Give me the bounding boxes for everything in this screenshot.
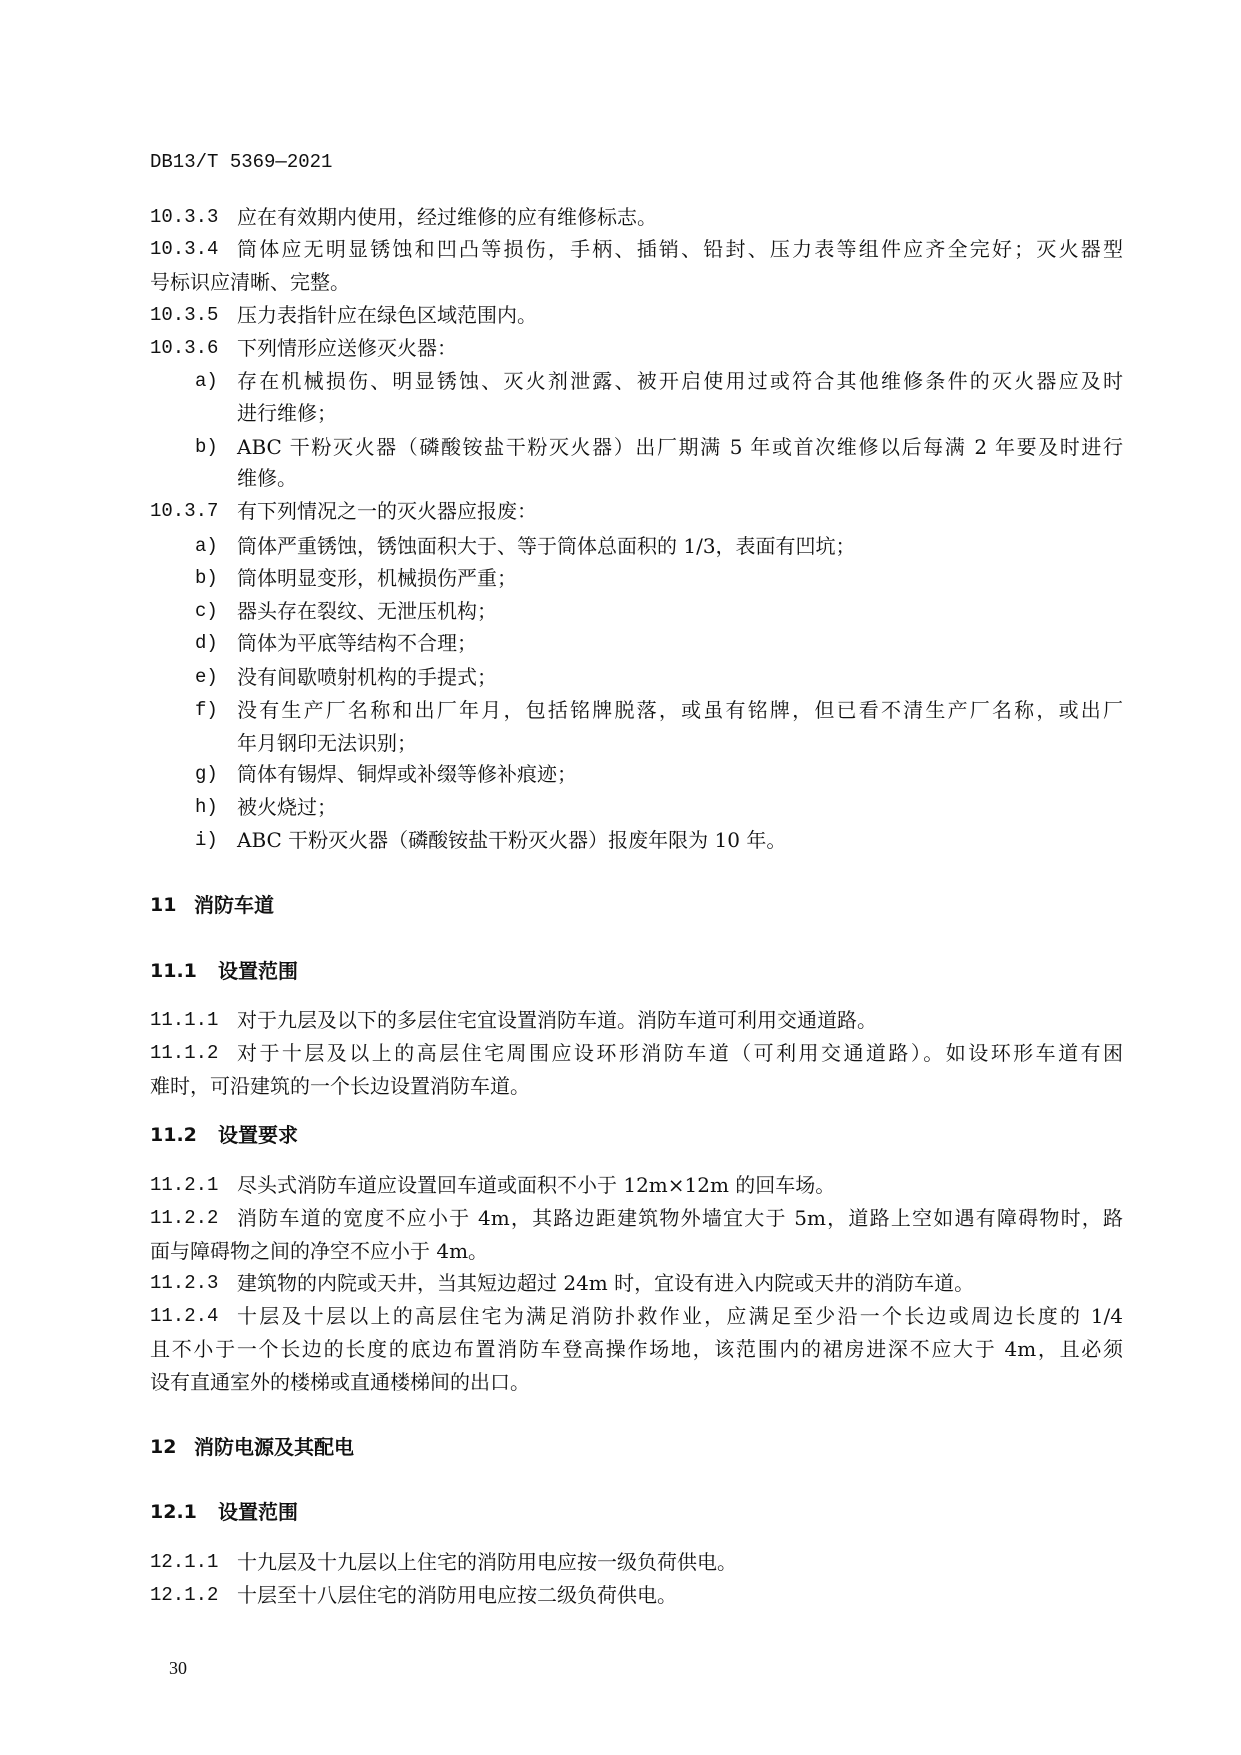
- clause-text: 没有间歇喷射机构的手提式；: [237, 665, 497, 689]
- clause-number: h): [195, 796, 218, 818]
- clause-text: 被火烧过；: [237, 795, 337, 819]
- clause-text: 消防车道: [194, 893, 274, 917]
- clause-text: 存在机械损伤、明显锈蚀、灭火剂泄露、被开启使用过或符合其他维修条件的灭火器应及时: [237, 369, 1123, 393]
- clause-text: 设有直通室外的楼梯或直通楼梯间的出口。: [150, 1370, 530, 1394]
- clause-number: e): [195, 666, 218, 688]
- clause-text: 对于十层及以上的高层住宅周围应设环形消防车道（可利用交通道路）。如设环形车道有困: [237, 1041, 1123, 1065]
- clause-text: 筒体明显变形，机械损伤严重；: [237, 566, 517, 590]
- clause-text: 筒体为平底等结构不合理；: [237, 631, 477, 655]
- clause-number: 10.3.7: [150, 500, 219, 522]
- clause-number: 10.3.3: [150, 206, 219, 228]
- clause-text: 没有生产厂名称和出厂年月，包括铭牌脱落，或虽有铭牌，但已看不清生产厂名称，或出厂: [237, 698, 1123, 722]
- clause-text: 十层及十层以上的高层住宅为满足消防扑救作业，应满足至少沿一个长边或周边长度的 1/4: [237, 1304, 1123, 1328]
- page-number: 30: [169, 1658, 187, 1678]
- clause-number: 11.1.2: [150, 1042, 219, 1064]
- clause-number: 12.1.1: [150, 1551, 219, 1573]
- clause-text: 设置要求: [218, 1123, 298, 1147]
- clause-text: 压力表指针应在绿色区域范围内。: [237, 303, 537, 327]
- clause-number: 11: [150, 894, 177, 916]
- clause-number: b): [195, 436, 218, 458]
- clause-number: d): [195, 632, 218, 654]
- clause-text: 应在有效期内使用，经过维修的应有维修标志。: [237, 205, 657, 229]
- clause-number: 10.3.5: [150, 304, 219, 326]
- clause-text: 号标识应清晰、完整。: [150, 270, 350, 294]
- clause-text: 下列情形应送修灭火器：: [237, 336, 457, 360]
- clause-text: 年月钢印无法识别；: [237, 731, 417, 755]
- clause-number: a): [195, 535, 218, 557]
- clause-text: ABC 干粉灭火器（磷酸铵盐干粉灭火器）报废年限为 10 年。: [237, 828, 787, 852]
- clause-text: 器头存在裂纹、无泄压机构；: [237, 599, 497, 623]
- clause-number: 12.1: [150, 1501, 197, 1523]
- clause-text: 面与障碍物之间的净空不应小于 4m。: [150, 1239, 489, 1263]
- clause-number: 12: [150, 1436, 177, 1458]
- clause-text: ABC 干粉灭火器（磷酸铵盐干粉灭火器）出厂期满 5 年或首次维修以后每满 2 年要及时进行: [237, 435, 1123, 459]
- clause-number: c): [195, 600, 218, 622]
- clause-text: 难时，可沿建筑的一个长边设置消防车道。: [150, 1074, 530, 1098]
- clause-number: 11.2: [150, 1124, 197, 1146]
- clause-number: b): [195, 567, 218, 589]
- clause-text: 进行维修；: [237, 401, 337, 425]
- clause-number: 11.2.1: [150, 1174, 219, 1196]
- clause-text: 设置范围: [218, 1500, 298, 1524]
- clause-text: 筒体有锡焊、铜焊或补缀等修补痕迹；: [237, 762, 577, 786]
- clause-number: 10.3.6: [150, 337, 219, 359]
- clause-number: 12.1.2: [150, 1584, 219, 1606]
- clause-text: 十九层及十九层以上住宅的消防用电应按一级负荷供电。: [237, 1550, 737, 1574]
- clause-text: 维修。: [237, 466, 297, 490]
- clause-text: 建筑物的内院或天井，当其短边超过 24m 时，宜设有进入内院或天井的消防车道。: [237, 1271, 975, 1295]
- clause-number: 11.2.2: [150, 1207, 219, 1229]
- clause-text: 筒体严重锈蚀，锈蚀面积大于、等于筒体总面积的 1/3，表面有凹坑；: [237, 534, 856, 558]
- clause-text: 且不小于一个长边的长度的底边布置消防车登高操作场地，该范围内的裙房进深不应大于 4m，且必须: [150, 1337, 1123, 1361]
- clause-number: 11.2.4: [150, 1305, 219, 1327]
- clause-text: 对于九层及以下的多层住宅宜设置消防车道。消防车道可利用交通道路。: [237, 1008, 877, 1032]
- clause-number: 11.1: [150, 960, 197, 982]
- clause-text: 尽头式消防车道应设置回车道或面积不小于 12m×12m 的回车场。: [237, 1173, 836, 1197]
- clause-text: 设置范围: [218, 959, 298, 983]
- clause-text: 消防车道的宽度不应小于 4m，其路边距建筑物外墙宜大于 5m，道路上空如遇有障碍物时，路: [237, 1206, 1123, 1230]
- clause-number: 10.3.4: [150, 238, 219, 260]
- clause-number: 11.1.1: [150, 1009, 219, 1031]
- clause-text: 消防电源及其配电: [194, 1435, 354, 1459]
- clause-text: 十层至十八层住宅的消防用电应按二级负荷供电。: [237, 1583, 677, 1607]
- clause-number: g): [195, 763, 218, 785]
- document-header: DB13/T 5369—2021: [150, 151, 333, 173]
- clause-text: 有下列情况之一的灭火器应报废：: [237, 499, 537, 523]
- clause-number: a): [195, 370, 218, 392]
- clause-number: i): [195, 829, 218, 851]
- clause-number: 11.2.3: [150, 1272, 219, 1294]
- clause-text: 筒体应无明显锈蚀和凹凸等损伤，手柄、插销、铅封、压力表等组件应齐全完好；灭火器型: [237, 237, 1123, 261]
- clause-number: f): [195, 699, 218, 721]
